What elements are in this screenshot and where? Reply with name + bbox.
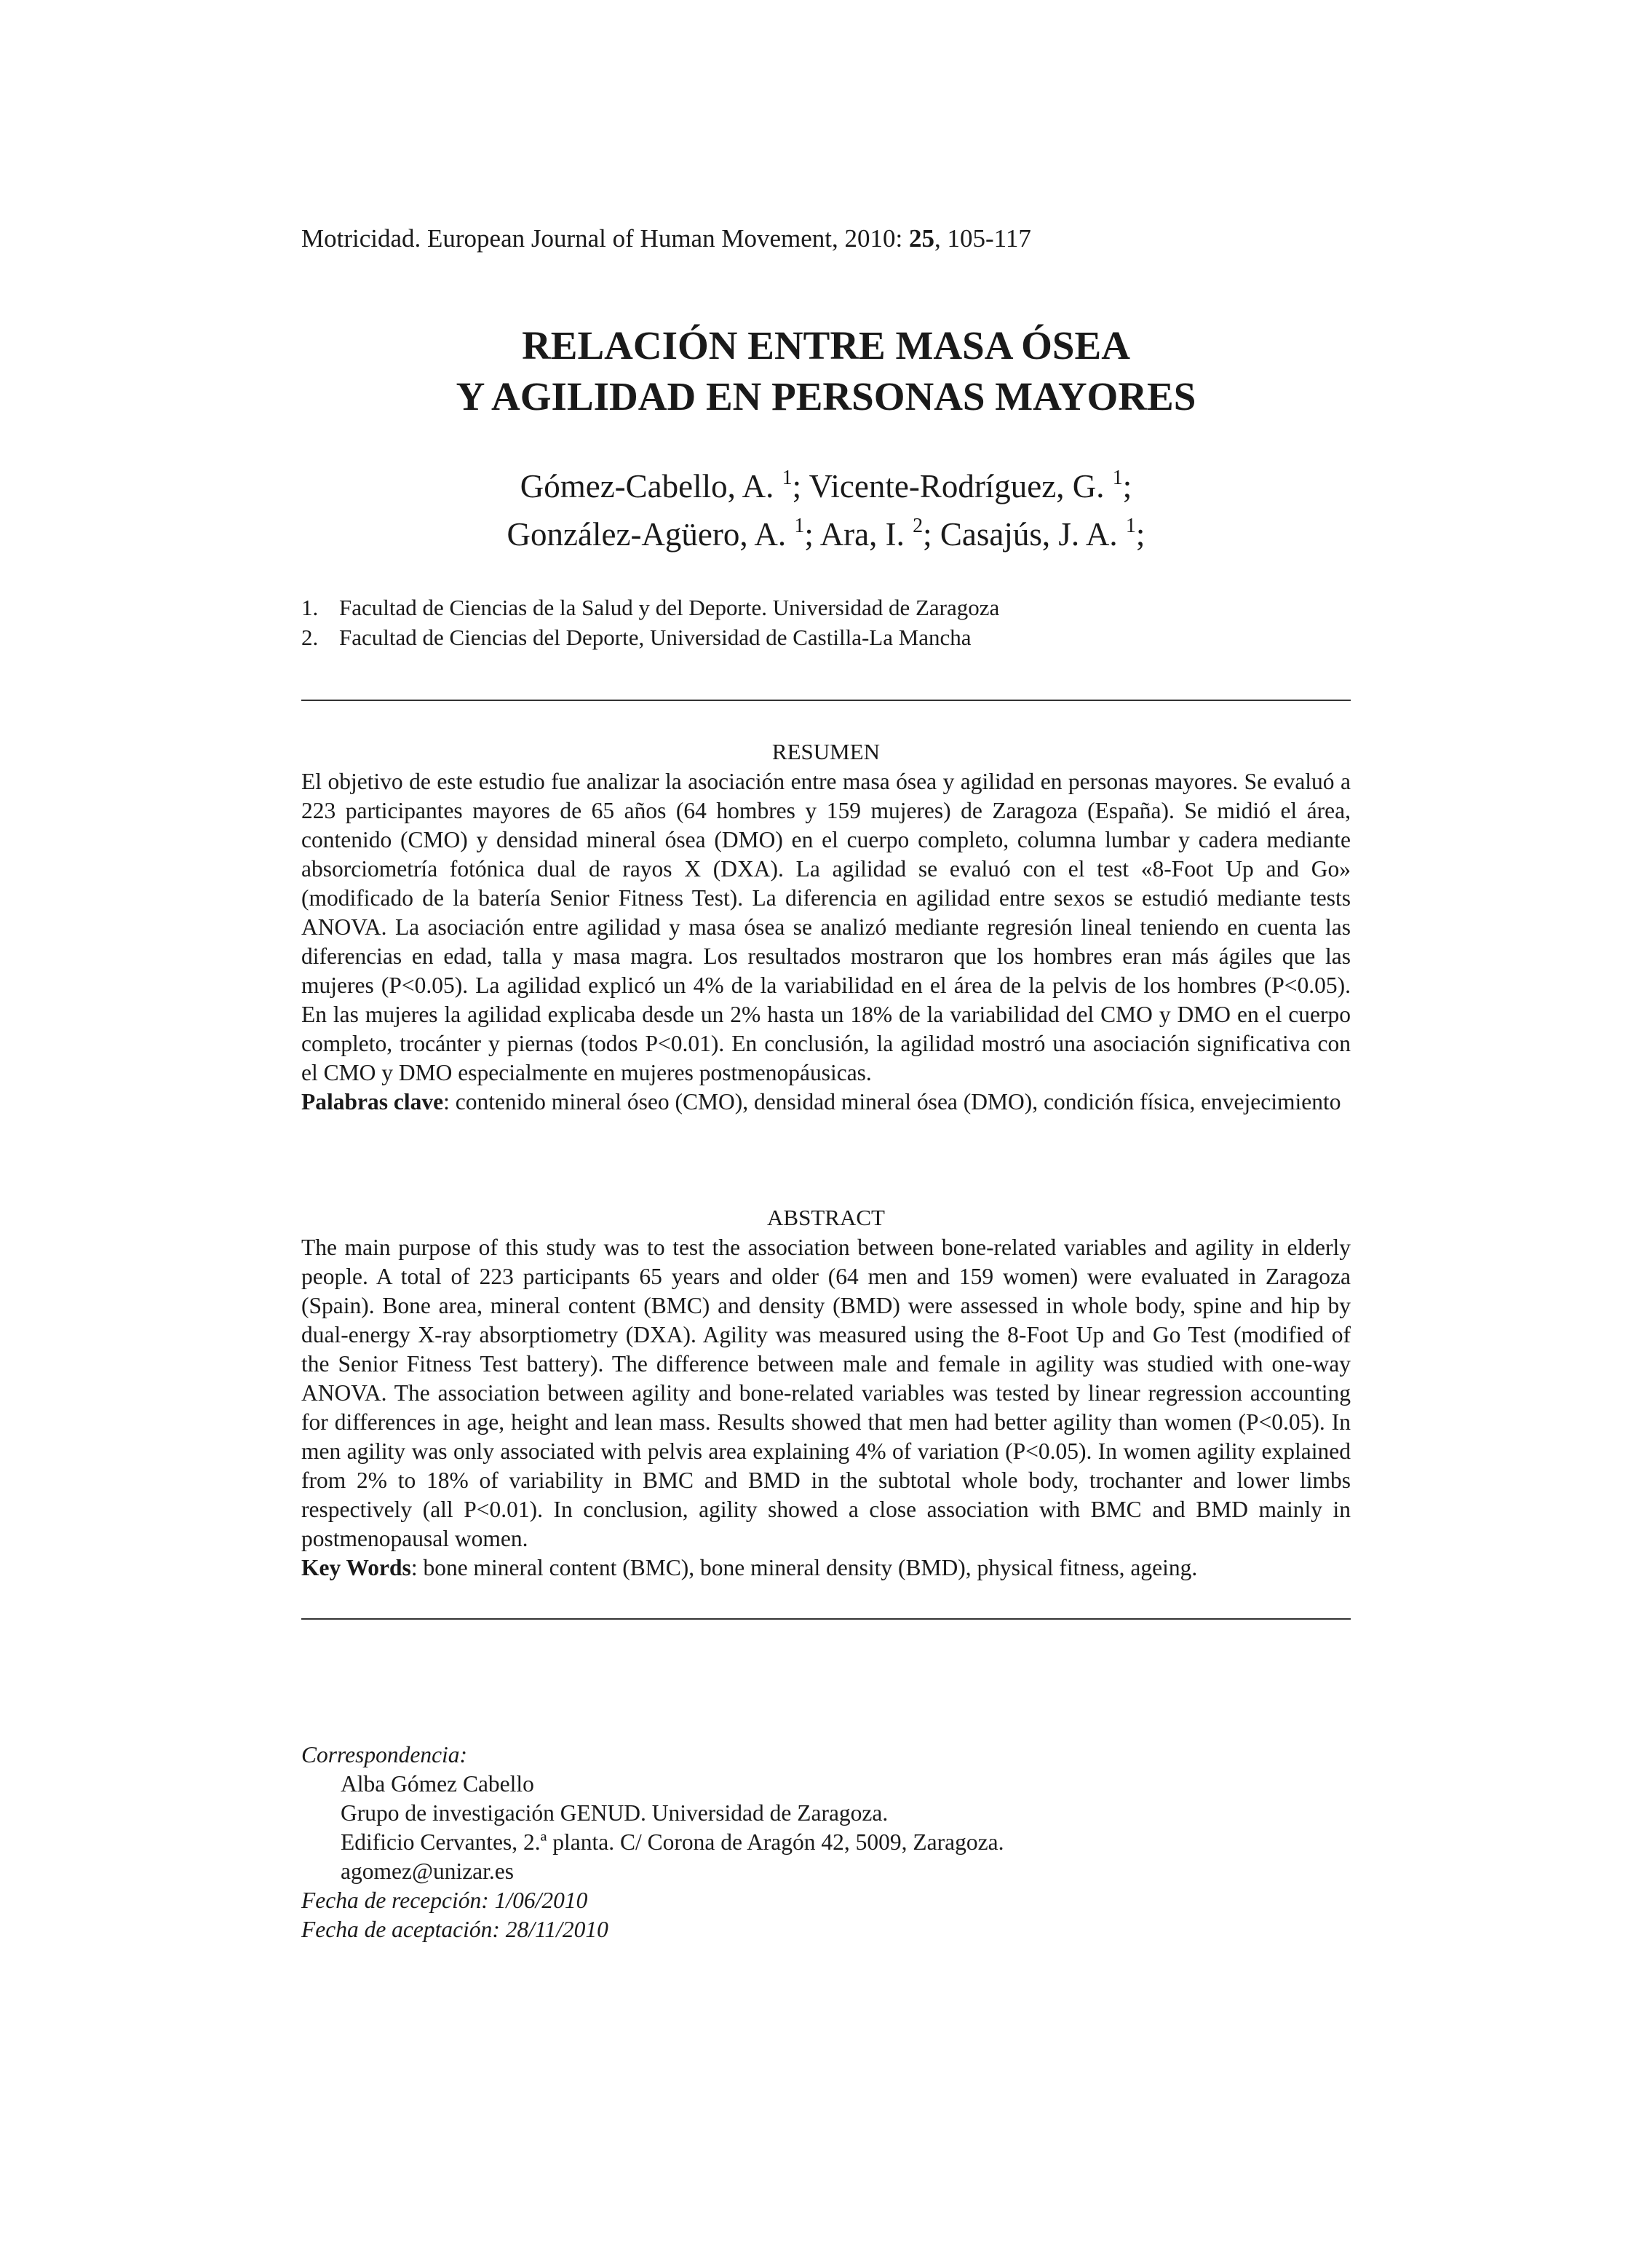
correspondence-address: Edificio Cervantes, 2.ª planta. C/ Corona de Aragón 42, 5009, Zaragoza. [341, 1829, 1004, 1855]
author-separator: ; [804, 516, 820, 553]
abstract-text: The main purpose of this study was to test the association between bone-related variables and agility in elderly people. A total of 223 participants 65 years and older (64 men and 159 women) were evaluated in Zaragoza (Spain). Bone area, mineral content (BMC) and density (BMD) were assessed in whole body, spine and hip by dual-energy X-ray absorptiometry (DXA). Agility was measured using the 8-Foot Up and Go Test (modified of the Senior Fitness Test battery). The difference between male and female in agility was studied with one-way ANOVA. The association between agility and bone-related variables was tested by linear regression accounting for differences in age, height and lean mass. Results showed that men had better agility than women (P<0.05). In men agility was only associated with pelvis area explaining 4% of variation (P<0.05). In women agility explained from 2% to 18% of variability in BMC and BMD in the subtotal whole body, trochanter and lower limbs respectively (all P<0.01). In conclusion, agility showed a close association with BMC and BMD mainly in postmenopausal women. [301, 1235, 1351, 1551]
author-affiliation-mark: 1 [782, 467, 793, 489]
author-affiliation-mark: 1 [1125, 515, 1136, 537]
affiliation-text: Facultad de Ciencias de la Salud y del Deporte. Universidad de Zaragoza [339, 595, 1000, 620]
author-separator: ; [792, 468, 809, 504]
correspondence-label: Correspondencia: [301, 1742, 468, 1767]
author-name: González-Agüero, A. [507, 516, 795, 553]
affiliation-number: 2. [301, 625, 319, 650]
journal-pages: , 105-117 [934, 224, 1031, 253]
journal-name: Motricidad. European Journal of Human Movement, 2010: [301, 224, 909, 253]
author-name: Ara, I. [819, 516, 913, 553]
author-separator: ; [923, 516, 940, 553]
abstract-heading: ABSTRACT [767, 1205, 885, 1230]
resumen-section [301, 767, 1351, 1117]
affiliation-text: Facultad de Ciencias del Deporte, Universidad de Castilla-La Mancha [339, 625, 972, 650]
author-line-1 [0, 463, 1652, 510]
divider-top [301, 700, 1351, 701]
correspondence-group: Grupo de investigación GENUD. Universidad de Zaragoza. [341, 1800, 889, 1826]
paper-title-line-2: Y AGILIDAD EN PERSONAS MAYORES [456, 374, 1196, 419]
journal-citation [301, 224, 1031, 253]
author-name: Gómez-Cabello, A. [520, 468, 782, 504]
divider-bottom [301, 1618, 1351, 1620]
accepted-date: Fecha de aceptación: 28/11/2010 [301, 1917, 608, 1942]
affiliation-1 [301, 595, 999, 621]
author-separator: ; [1135, 516, 1145, 553]
paper-title-line-1: RELACIÓN ENTRE MASA ÓSEA [522, 323, 1130, 368]
resumen-keywords [301, 1088, 1351, 1117]
author-separator: ; [1122, 468, 1132, 504]
correspondence-name: Alba Gómez Cabello [341, 1771, 534, 1797]
keywords-text: : contenido mineral óseo (CMO), densidad mineral ósea (DMO), condición física, envejecimiento [443, 1089, 1341, 1114]
resumen-text: El objetivo de este estudio fue analizar la asociación entre masa ósea y agilidad en personas mayores. Se evaluó a 223 participantes mayores de 65 años (64 hombres y 159 mujeres) de Zaragoza (España). Se midió el área, contenido (CMO) y densidad mineral ósea (DMO) en el cuerpo completo, columna lumbar y cadera mediante absorciometría fotónica dual de rayos X (DXA). La agilidad se evaluó con el test «8-Foot Up and Go» (modificado de la batería Senior Fitness Test). La diferencia en agilidad entre sexos se estudió mediante tests ANOVA. La asociación entre agilidad y masa ósea se analizó mediante regresión lineal teniendo en cuenta las diferencias en edad, talla y masa magra. Los resultados mostraron que los hombres eran más ágiles que las mujeres (P<0.05). La agilidad explicó un 4% de la variabilidad en el área de la pelvis de los hombres (P<0.05). En las mujeres la agilidad explicaba desde un 2% hasta un 18% de la variabilidad del CMO y DMO en el cuerpo completo, trocánter y piernas (todos P<0.01). En conclusión, la agilidad mostró una asociación significativa con el CMO y DMO especialmente en mujeres postmenopáusicas. [301, 769, 1351, 1085]
affiliation-number: 1. [301, 595, 319, 620]
abstract-section [301, 1233, 1351, 1583]
author-name: Vicente-Rodríguez, G. [809, 468, 1113, 504]
correspondence-email: agomez@unizar.es [341, 1858, 515, 1884]
author-affiliation-mark: 1 [1112, 467, 1123, 489]
journal-volume: 25 [908, 224, 934, 253]
keywords-text: : bone mineral content (BMC), bone mineral density (BMD), physical fitness, ageing. [410, 1555, 1198, 1580]
keywords-label: Palabras clave [301, 1089, 444, 1114]
author-line-2 [0, 511, 1652, 558]
abstract-keywords [301, 1553, 1351, 1583]
received-date: Fecha de recepción: 1/06/2010 [301, 1888, 588, 1913]
affiliation-2 [301, 625, 972, 651]
resumen-heading: RESUMEN [771, 739, 881, 764]
keywords-label: Key Words [301, 1555, 411, 1580]
author-affiliation-mark: 1 [794, 515, 805, 537]
author-affiliation-mark: 2 [913, 515, 924, 537]
author-name: Casajús, J. A. [940, 516, 1126, 553]
